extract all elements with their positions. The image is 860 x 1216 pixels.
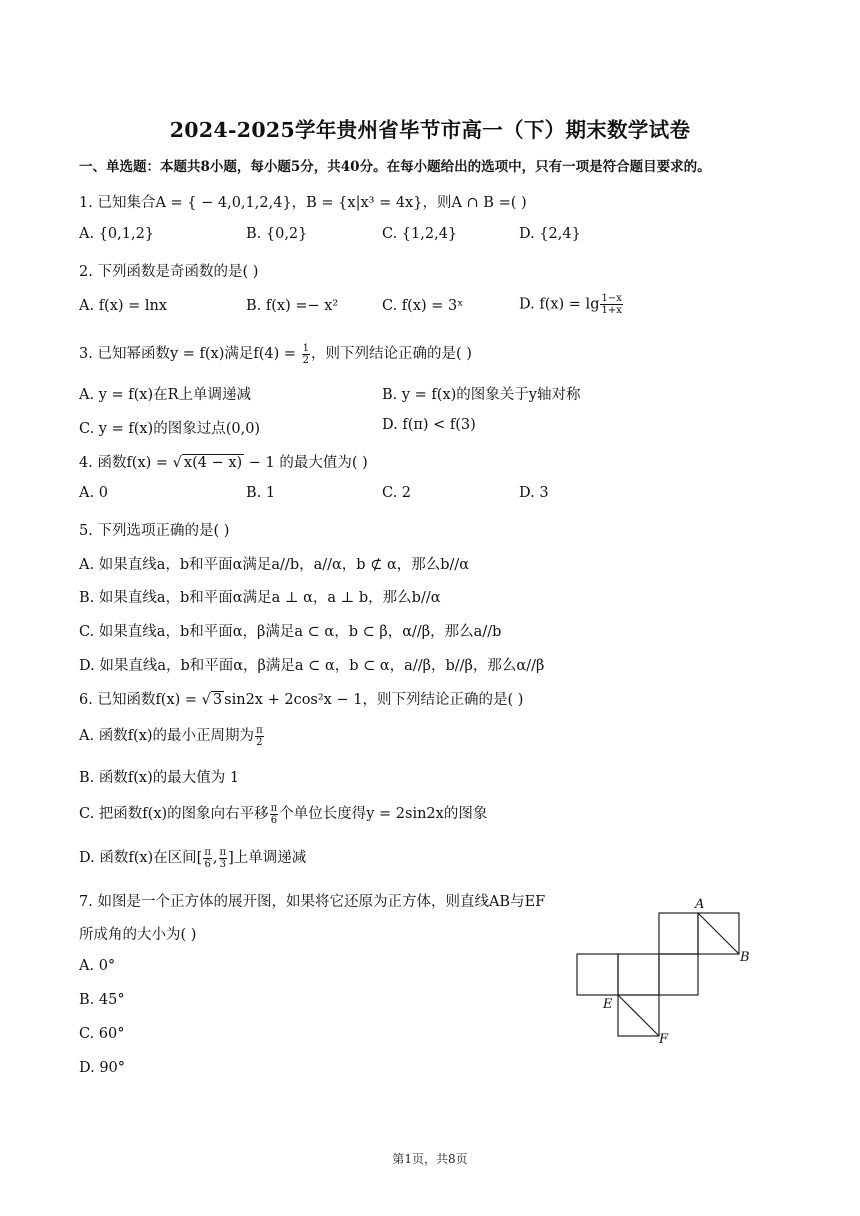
- q4-stem-prefix: 4. 函数f(x) =: [79, 455, 173, 471]
- label-e: E: [603, 997, 613, 1012]
- q7-option-a: A. 0°: [79, 958, 116, 974]
- q2-stem: 2. 下列函数是奇函数的是( ): [79, 264, 259, 280]
- q6-option-d-comma: ,: [212, 850, 218, 866]
- fraction-numerator: π: [270, 802, 278, 814]
- q7-option-b: B. 45°: [79, 992, 125, 1008]
- q3-stem-prefix: 3. 已知幂函数y = f(x)满足f(4) =: [79, 346, 301, 362]
- q2-option-d-prefix: D. f(x) = lg: [519, 296, 600, 313]
- q6-stem: [79, 688, 523, 709]
- q3-stem: [79, 342, 472, 366]
- q4-stem-suffix: − 1 的最大值为( ): [244, 455, 368, 471]
- fraction-numerator: π: [219, 846, 227, 858]
- net-square-mid-3: [659, 954, 698, 995]
- q6-option-c-fraction: [270, 803, 279, 826]
- q6-option-c-prefix: C. 把函数f(x)的图象向右平移: [79, 806, 269, 822]
- fraction-denominator: 6: [204, 858, 211, 870]
- q3-stem-fraction: [302, 343, 310, 366]
- line-ef: [618, 995, 659, 1036]
- q7-option-d: D. 90°: [79, 1060, 126, 1076]
- q4-option-c: C. 2: [382, 485, 412, 501]
- q6-option-d-suffix: ]上单调递减: [228, 850, 307, 866]
- q5-option-c: C. 如果直线a，b和平面α，β满足a ⊂ α，b ⊂ β，α//β，那么a//b: [79, 624, 502, 640]
- q6-option-c-suffix: 个单位长度得y = 2sin2x的图象: [279, 806, 488, 822]
- q4-option-b: B. 1: [246, 485, 276, 501]
- q4-stem: [79, 451, 368, 472]
- q6-option-a: [79, 724, 265, 748]
- fraction-denominator: 3: [219, 858, 226, 870]
- q6-option-d-prefix: D. 函数f(x)在区间[: [79, 850, 203, 866]
- q5-stem: 5. 下列选项正确的是( ): [79, 523, 230, 539]
- q6-option-d-fraction-2: [219, 847, 228, 870]
- q5-option-a: A. 如果直线a，b和平面α满足a//b，a//α，b ⊄ α，那么b//α: [79, 557, 470, 573]
- page-footer: 第1页，共8页: [392, 1152, 468, 1166]
- q2-option-c: C. f(x) = 3ˣ: [382, 298, 464, 314]
- fraction-denominator: 1+x: [601, 305, 622, 316]
- q3-option-c: C. y = f(x)的图象过点(0,0): [79, 421, 261, 437]
- q5-option-b: B. 如果直线a，b和平面α满足a ⊥ α，a ⊥ b，那么b//α: [79, 590, 441, 606]
- q6-option-a-prefix: A. 函数f(x)的最小正周期为: [79, 728, 255, 744]
- q6-option-b: B. 函数f(x)的最大值为 1: [79, 770, 240, 786]
- line-ab: [698, 913, 739, 954]
- fraction-numerator: π: [256, 724, 263, 736]
- fraction-denominator: 2: [256, 736, 263, 748]
- q6-stem-prefix: 6. 已知函数f(x) =: [79, 692, 202, 708]
- sqrt-sign: √: [172, 455, 182, 471]
- q1-stem: 1. 已知集合A = { − 4,0,1,2,4}，B = {x|x³ = 4x}，则A ∩ B =( ): [79, 195, 527, 211]
- fraction-numerator: 1−x: [601, 293, 622, 304]
- q1-option-c: C. {1,2,4}: [382, 226, 458, 242]
- net-square-mid-1: [577, 954, 618, 995]
- q2-option-a: A. f(x) = lnx: [79, 298, 168, 314]
- fraction-numerator: 1: [302, 342, 310, 354]
- page-title: 2024-2025学年贵州省毕节市高一（下）期末数学试卷: [169, 118, 691, 142]
- q7-option-c: C. 60°: [79, 1026, 125, 1042]
- q6-stem-radicand: 3: [212, 692, 223, 708]
- q1-option-b: B. {0,2}: [246, 226, 308, 242]
- net-square-mid-2: [618, 954, 659, 995]
- q4-option-d: D. 3: [519, 485, 549, 501]
- q3-option-a: A. y = f(x)在R上单调递减: [79, 387, 252, 403]
- label-b: B: [740, 950, 750, 965]
- label-a: A: [695, 897, 705, 912]
- fraction-denominator: 6: [270, 814, 278, 826]
- q3-option-d: D. f(π) < f(3): [382, 417, 476, 433]
- sqrt-sign: √: [201, 692, 211, 708]
- q2-option-b: B. f(x) =− x²: [246, 298, 339, 314]
- q1-option-d: D. {2,4}: [519, 226, 581, 242]
- q2-option-d-fraction: [600, 293, 622, 316]
- q6-option-c: [79, 802, 487, 826]
- net-square-mid-4: [659, 913, 698, 954]
- q2-option-d: [519, 293, 624, 316]
- q3-stem-suffix: ，则下列结论正确的是( ): [311, 346, 472, 362]
- q6-option-d-fraction-1: [203, 847, 212, 870]
- q1-option-a: A. {0,1,2}: [79, 226, 155, 242]
- q6-option-d: [79, 846, 306, 870]
- cube-net-figure: [570, 895, 760, 1045]
- fraction-denominator: 2: [302, 354, 310, 366]
- q7-stem-line1: 7. 如图是一个正方体的展开图，如果将它还原为正方体，则直线AB与EF: [79, 894, 546, 910]
- q6-option-a-fraction: [255, 725, 264, 748]
- q5-option-d: D. 如果直线a，b和平面α，β满足a ⊂ α，b ⊂ α，a//β，b//β，那么α//β: [79, 658, 545, 674]
- label-f: F: [659, 1032, 669, 1045]
- q6-stem-suffix: sin2x + 2cos²x − 1，则下列结论正确的是( ): [224, 692, 524, 708]
- q4-option-a: A. 0: [79, 485, 108, 501]
- section-heading: 一、单选题：本题共8小题，每小题5分，共40分。在每小题给出的选项中，只有一项是符合题目要求的。: [79, 159, 711, 175]
- fraction-numerator: π: [204, 846, 211, 858]
- q4-stem-radicand: x(4 − x): [183, 455, 243, 471]
- q3-option-b: B. y = f(x)的图象关于y轴对称: [382, 387, 581, 403]
- q7-stem-line2: 所成角的大小为( ): [79, 927, 197, 943]
